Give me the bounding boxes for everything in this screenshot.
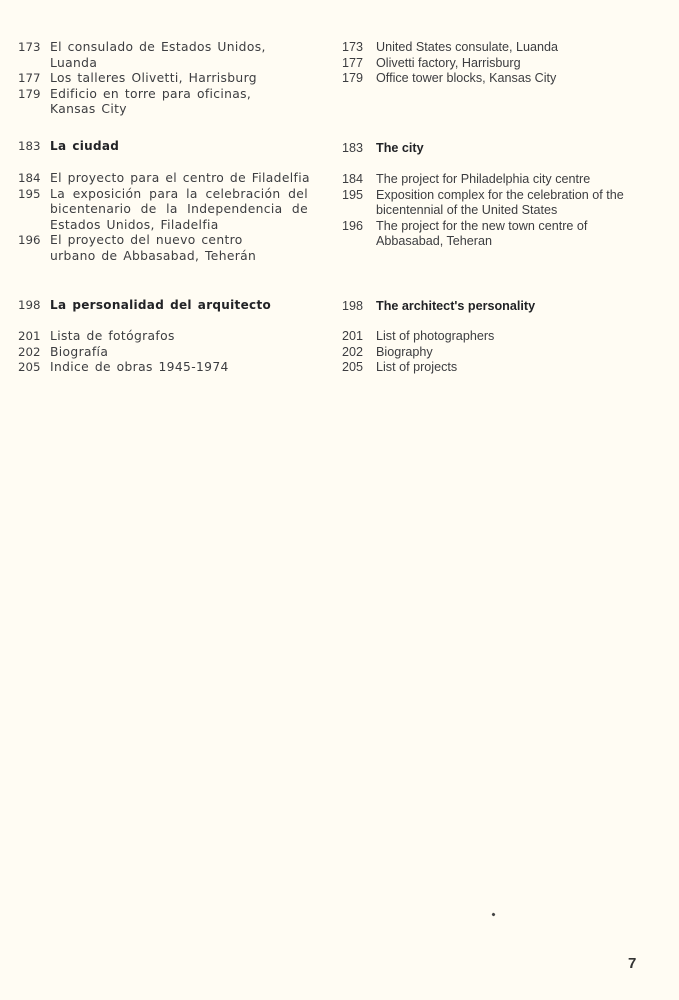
toc-page-number: 198 bbox=[18, 298, 41, 312]
toc-title: List of projects bbox=[376, 360, 458, 374]
toc-title: Lista de fotógrafos bbox=[50, 329, 175, 343]
toc-entry bbox=[18, 40, 318, 71]
english-group-1 bbox=[342, 40, 652, 87]
toc-heading bbox=[342, 299, 652, 315]
toc-page-number: 196 bbox=[342, 218, 364, 233]
toc-heading-title: La personalidad del arquitecto bbox=[50, 298, 272, 312]
toc-page-number: 177 bbox=[342, 55, 364, 70]
toc-entry bbox=[342, 172, 652, 188]
toc-page-number: 202 bbox=[18, 344, 41, 359]
toc-title: Biography bbox=[376, 344, 433, 359]
spanish-group-3 bbox=[18, 329, 318, 376]
toc-page-number: 183 bbox=[18, 139, 41, 153]
toc-title: The project for Philadelphia city centre bbox=[376, 172, 591, 186]
toc-page-number: 201 bbox=[342, 329, 364, 343]
toc-title: Indice de obras 1945-1974 bbox=[50, 360, 229, 374]
toc-entry bbox=[342, 188, 652, 219]
toc-title: Edificio en torre para oficinas, Kansas City bbox=[50, 86, 252, 116]
toc-heading-title: The architect's personality bbox=[376, 299, 536, 313]
toc-entry bbox=[342, 329, 652, 345]
toc-entry bbox=[342, 360, 652, 376]
paper-speck bbox=[491, 912, 495, 916]
page-number: 7 bbox=[628, 955, 637, 972]
toc-title: El proyecto del nuevo centro urbano de Abbasabad, Teherán bbox=[50, 233, 257, 263]
toc-title: Biografía bbox=[50, 344, 109, 359]
toc-entry bbox=[342, 219, 652, 250]
spanish-group-1 bbox=[18, 40, 318, 118]
toc-page-number: 196 bbox=[18, 233, 41, 247]
toc-title: El proyecto para el centro de Filadelfia bbox=[50, 171, 310, 185]
toc-title: Exposition complex for the celebration of the bicentennial of the United States bbox=[376, 187, 624, 217]
toc-heading-title: The city bbox=[376, 141, 424, 155]
toc-page-number: 198 bbox=[342, 299, 364, 313]
english-group-2 bbox=[342, 172, 652, 250]
toc-page-number: 173 bbox=[18, 40, 41, 54]
toc-heading bbox=[18, 139, 318, 155]
toc-entry bbox=[18, 87, 318, 118]
toc-entry bbox=[18, 71, 318, 87]
toc-page-number: 179 bbox=[18, 86, 41, 101]
toc-page-number: 202 bbox=[342, 344, 364, 359]
toc-title: United States consulate, Luanda bbox=[376, 40, 559, 54]
toc-entry bbox=[18, 329, 318, 345]
toc-title: List of photographers bbox=[376, 329, 495, 343]
toc-heading bbox=[342, 141, 652, 157]
toc-page-number: 195 bbox=[342, 187, 364, 202]
toc-title: The project for the new town centre of Abbasabad, Teheran bbox=[376, 218, 588, 248]
toc-heading bbox=[18, 298, 318, 314]
toc-entry bbox=[342, 40, 652, 56]
toc-entry bbox=[18, 171, 318, 187]
toc-page-number: 173 bbox=[342, 40, 364, 54]
spanish-group-2 bbox=[18, 171, 318, 264]
toc-page-number: 179 bbox=[342, 71, 364, 85]
toc-entry bbox=[18, 345, 318, 361]
toc-entry bbox=[342, 56, 652, 72]
toc-entry bbox=[342, 345, 652, 361]
toc-page-number: 184 bbox=[18, 171, 41, 185]
toc-page-number: 177 bbox=[18, 71, 41, 85]
toc-entry bbox=[18, 187, 318, 234]
toc-title: El consulado de Estados Unidos, Luanda bbox=[50, 40, 266, 70]
english-group-3 bbox=[342, 329, 652, 376]
toc-entry bbox=[18, 233, 318, 264]
english-section-heading-personality bbox=[342, 299, 652, 315]
english-section-heading-city bbox=[342, 141, 652, 157]
toc-page-number: 205 bbox=[18, 360, 41, 374]
toc-title: Los talleres Olivetti, Harrisburg bbox=[50, 71, 257, 85]
toc-page-number: 184 bbox=[342, 172, 364, 186]
toc-title: Olivetti factory, Harrisburg bbox=[376, 55, 521, 70]
toc-page-number: 205 bbox=[342, 360, 364, 374]
toc-page-number: 183 bbox=[342, 141, 364, 155]
spanish-section-heading-city bbox=[18, 139, 318, 155]
toc-entry bbox=[342, 71, 652, 87]
toc-title: La exposición para la celebración del bicentenario de la Independencia de Estados Unidos, Filadelfia bbox=[50, 186, 308, 232]
toc-page-number: 201 bbox=[18, 329, 41, 343]
spanish-section-heading-personality bbox=[18, 298, 318, 314]
toc-heading-title: La ciudad bbox=[50, 139, 120, 153]
toc-title: Office tower blocks, Kansas City bbox=[376, 71, 557, 85]
toc-entry bbox=[18, 360, 318, 376]
toc-page-number: 195 bbox=[18, 186, 41, 201]
